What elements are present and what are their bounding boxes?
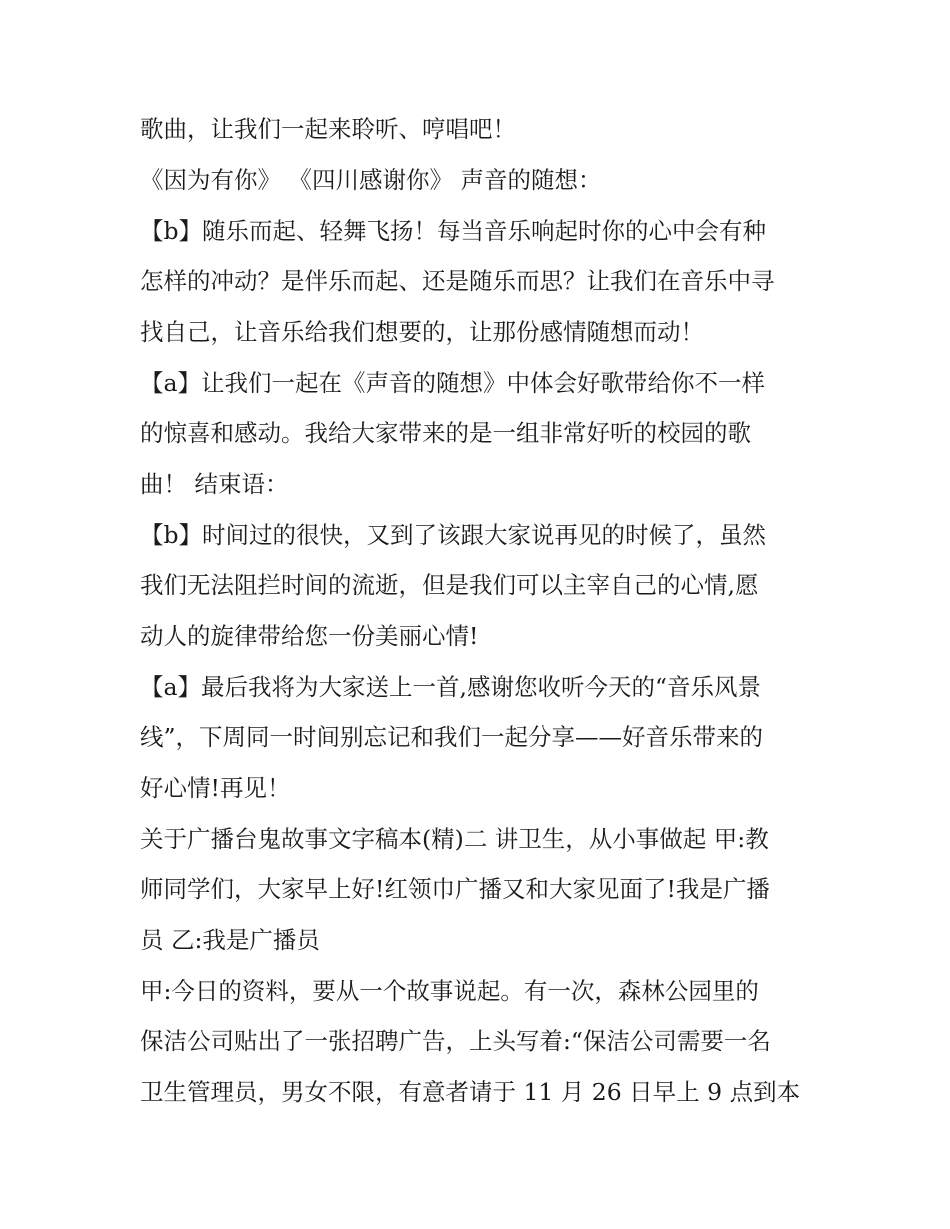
- text-line: 《因为有你》 《四川感谢你》 声音的随想：: [140, 166, 602, 194]
- text-line: 师同学们，大家早上好!红领巾广播又和大家见面了!我是广播: [140, 875, 770, 903]
- text-line: 找自己，让音乐给我们想要的，让那份感情随想而动！: [140, 318, 704, 346]
- text-line: 【b】时间过的很快，又到了该跟大家说再见的时候了，虽然: [140, 521, 767, 549]
- text-line: 线”，下周同一时间别忘记和我们一起分享——好音乐带来的: [140, 723, 764, 751]
- text-line: 曲！ 结束语：: [140, 470, 289, 498]
- text-line: 卫生管理员，男女不限，有意者请于 11 月 26 日早上 9 点到本: [140, 1078, 801, 1106]
- text-line: 怎样的冲动？是伴乐而起、还是随乐而思？让我们在音乐中寻: [140, 267, 775, 295]
- text-line: 好心情!再见！: [140, 774, 291, 802]
- text-line: 我们无法阻拦时间的流逝，但是我们可以主宰自己的心情,愿: [140, 571, 759, 599]
- text-line: 保洁公司贴出了一张招聘广告，上头写着:“保洁公司需要一名: [140, 1027, 771, 1055]
- text-line: 关于广播台鬼故事文字稿本(精)二 讲卫生，从小事做起 甲:教: [140, 825, 769, 853]
- text-line: 动人的旋律带给您一份美丽心情!: [140, 622, 479, 650]
- text-line: 员 乙:我是广播员: [140, 926, 320, 954]
- text-line: 歌曲，让我们一起来聆听、哼唱吧！: [140, 115, 516, 143]
- text-line: 【a】让我们一起在《声音的随想》中体会好歌带给你不一样: [140, 369, 766, 397]
- text-line: 的惊喜和感动。我给大家带来的是一组非常好听的校园的歌: [140, 419, 751, 447]
- text-line: 甲:今日的资料，要从一个故事说起。有一次，森林公园里的: [140, 977, 759, 1005]
- text-line: 【a】最后我将为大家送上一首,感谢您收听今天的“音乐风景: [140, 673, 761, 701]
- text-line: 【b】随乐而起、轻舞飞扬！每当音乐响起时你的心中会有种: [140, 217, 767, 245]
